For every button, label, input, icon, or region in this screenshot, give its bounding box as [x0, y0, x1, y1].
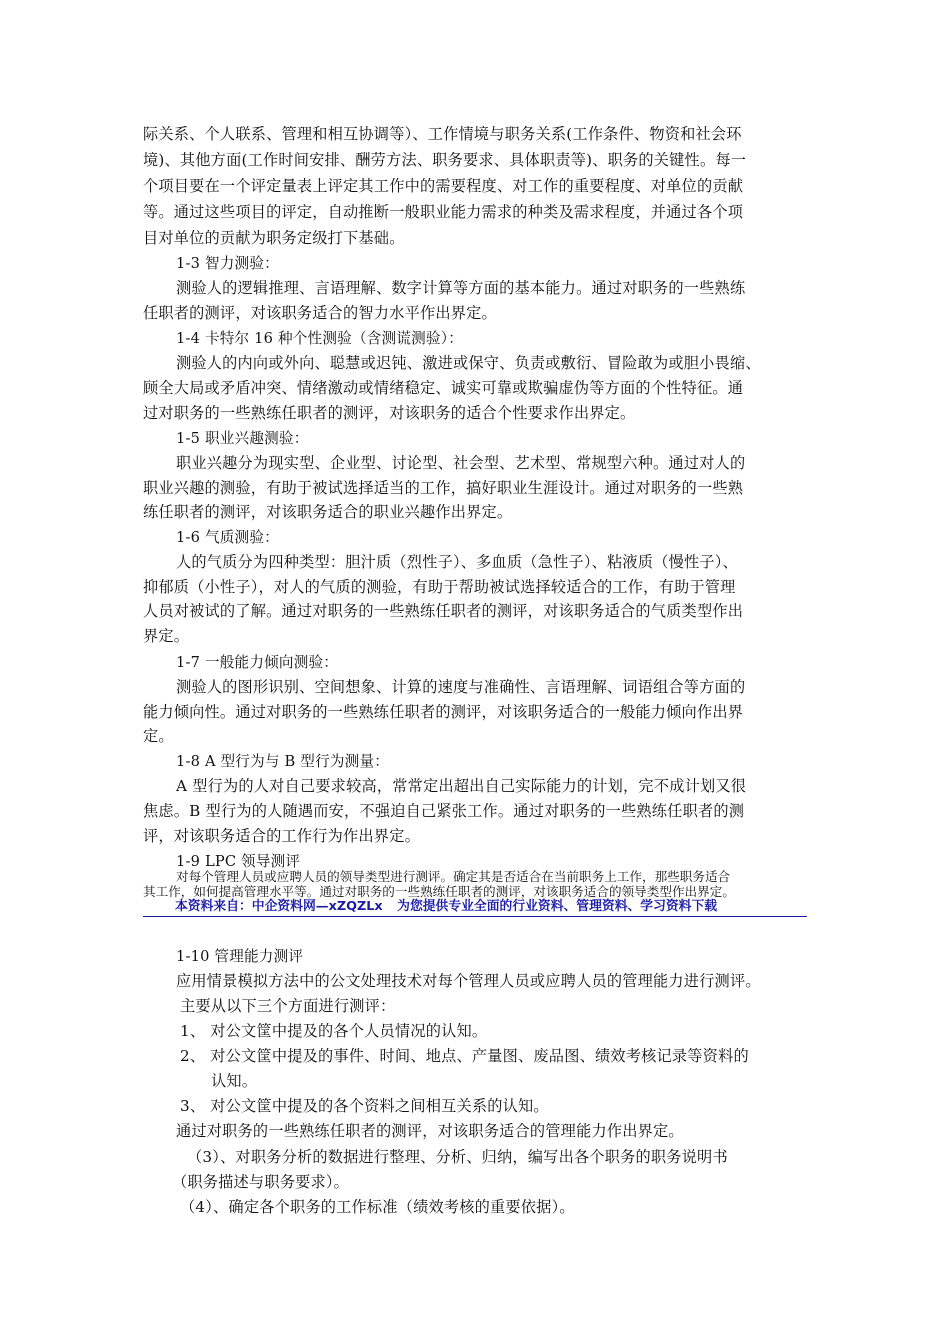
section-heading-1-3: 1-3 智力测验： [176, 255, 279, 272]
paragraph-line: A 型行为的人对自己要求较高，常常定出超出自己实际能力的计划，完不成计划又很 [176, 777, 747, 795]
source-banner [175, 899, 727, 915]
paragraph-line: 过对职务的一些熟练任职者的测评，对该职务的适合个性要求作出界定。 [143, 404, 636, 422]
paragraph-line: 测验人的图形识别、空间想象、计算的速度与准确性、言语理解、词语组合等方面的 [176, 678, 746, 696]
paragraph-line: 应用情景模拟方法中的公文处理技术对每个管理人员或应聘人员的管理能力进行测评。 [176, 972, 761, 990]
paragraph-line: 境)、其他方面(工作时间安排、酬劳方法、职务要求、具体职责等)、职务的关键性。每一 [143, 151, 747, 169]
paragraph-line: 职业兴趣的测验，有助于被试选择适当的工作，搞好职业生涯设计。通过对职务的一些熟 [143, 479, 744, 497]
small-note-line: 对每个管理人员或应聘人员的领导类型进行测评。确定其是否适合在当前职务上工作，那些职务适合 [176, 869, 731, 884]
list-item: 1、 对公文筐中提及的各个人员情况的认知。 [180, 1022, 488, 1040]
paragraph-line: （职务描述与职务要求）。 [172, 1173, 350, 1191]
paragraph-line: 测验人的内向或外向、聪慧或迟钝、激进或保守、负责或敷衍、冒险敢为或胆小畏缩、 [176, 354, 761, 372]
paragraph-line: 练任职者的测评，对该职务适合的职业兴趣作出界定。 [143, 503, 513, 521]
paragraph-line: （3）、对职务分析的数据进行整理、分析、归纳，编写出各个职务的职务说明书 [187, 1148, 728, 1166]
section-heading-1-9: 1-9 LPC 领导测评 [176, 853, 301, 870]
paragraph-line: 人的气质分为四种类型：胆汁质（烈性子）、多血质（急性子）、粘液质（慢性子）、 [176, 553, 738, 571]
paragraph-line: 测验人的逻辑推理、言语理解、数字计算等方面的基本能力。通过对职务的一些熟练 [176, 279, 746, 297]
paragraph-line: 顾全大局或矛盾冲突、情绪激动或情绪稳定、诚实可靠或欺骗虚伪等方面的个性特征。通 [143, 379, 744, 397]
section-heading-1-5: 1-5 职业兴趣测验： [176, 430, 309, 447]
paragraph-line: 定。 [143, 727, 174, 745]
banner-description: 为您提供专业全面的行业资料、管理资料、学习资料下载 [397, 899, 718, 914]
section-heading-1-8: 1-8 A 型行为与 B 型行为测量： [176, 753, 390, 770]
paragraph-line: 焦虑。B 型行为的人随遇而安，不强迫自己紧张工作。通过对职务的一些熟练任职者的测 [143, 802, 745, 820]
banner-source-link[interactable]: 本资料来自：中企资料网—xZQZLx [175, 899, 383, 914]
paragraph-line: 等。通过这些项目的评定，自动推断一般职业能力需求的种类及需求程度，并通过各个项 [143, 203, 744, 221]
paragraph-line: 目对单位的贡献为职务定级打下基础。 [143, 229, 405, 247]
paragraph-line: 际关系、个人联系、管理和相互协调等）、工作情境与职务关系(工作条件、物资和社会环 [143, 125, 742, 143]
paragraph-line: 个项目要在一个评定量表上评定其工作中的需要程度、对工作的重要程度、对单位的贡献 [143, 177, 744, 195]
paragraph-line: 职业兴趣分为现实型、企业型、讨论型、社会型、艺术型、常规型六种。通过对人的 [176, 454, 746, 472]
small-note-line: 其工作，如何提高管理水平等。通过对职务的一些熟练任职者的测评，对该职务适合的领导类型作出界定。 [143, 884, 735, 899]
paragraph-line: 评，对该职务适合的工作行为作出界定。 [143, 827, 420, 845]
paragraph-line: 人员对被试的了解。通过对职务的一些熟练任职者的测评，对该职务适合的气质类型作出 [143, 602, 744, 620]
section-heading-1-4: 1-4 卡特尔 16 种个性测验（含测谎测验）： [176, 330, 463, 347]
paragraph-line: （4）、确定各个职务的工作标准（绩效考核的重要依据）。 [180, 1198, 575, 1216]
paragraph-line: 能力倾向性。通过对职务的一些熟练任职者的测评，对该职务适合的一般能力倾向作出界 [143, 703, 744, 721]
paragraph-line: 通过对职务的一些熟练任职者的测评，对该职务适合的管理能力作出界定。 [176, 1122, 684, 1140]
section-heading-1-10: 1-10 管理能力测评 [176, 948, 304, 965]
paragraph-line: 抑郁质（小性子），对人的气质的测验，有助于帮助被试选择较适合的工作，有助于管理 [143, 578, 736, 596]
paragraph-line: 主要从以下三个方面进行测评： [180, 997, 396, 1015]
list-item: 2、 对公文筐中提及的事件、时间、地点、产量图、废品图、绩效考核记录等资料的 [180, 1047, 749, 1065]
list-item: 3、 对公文筐中提及的各个资料之间相互关系的认知。 [180, 1097, 549, 1115]
list-item-continuation: 认知。 [211, 1072, 258, 1090]
section-heading-1-7: 1-7 一般能力倾向测验： [176, 654, 339, 671]
divider-rule [143, 916, 807, 917]
paragraph-line: 任职者的测评，对该职务适合的智力水平作出界定。 [143, 304, 497, 322]
section-heading-1-6: 1-6 气质测验： [176, 529, 279, 546]
paragraph-line: 界定。 [143, 627, 190, 645]
